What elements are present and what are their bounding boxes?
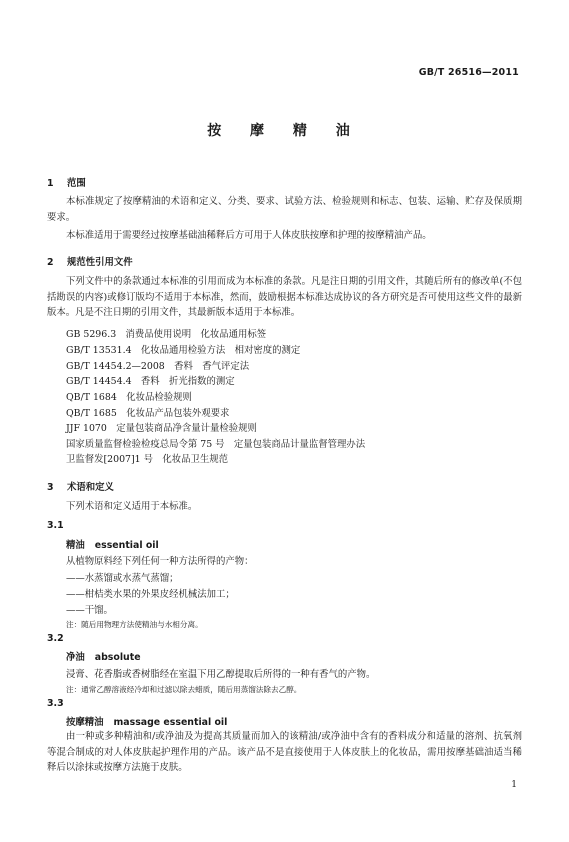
section-1-title: 范围 (67, 178, 86, 189)
reference-item: 国家质量监督检验检疫总局令第 75 号 定量包装商品计量监督管理办法 (66, 439, 366, 450)
term-3-2 (66, 649, 141, 663)
section-1-heading (47, 175, 86, 189)
reference-item: QB/T 1685 化妆品产品包装外观要求 (66, 408, 230, 419)
reference-item: GB/T 13531.4 化妆品通用检验方法 相对密度的测定 (66, 345, 301, 356)
term-3-2-zh: 净油 (66, 652, 85, 663)
term-3-1-definition: 从植物原料经下列任何一种方法所得的产物： (66, 556, 254, 567)
section-3-title: 术语和定义 (67, 482, 114, 493)
term-3-2-number: 3.2 (47, 633, 64, 644)
reference-item: QB/T 1684 化妆品检验规则 (66, 392, 192, 403)
term-3-1-number: 3.1 (47, 520, 64, 531)
term-3-2-en: absolute (94, 652, 141, 663)
section-1-number: 1 (47, 178, 54, 189)
reference-item: GB/T 14454.2—2008 香料 香气评定法 (66, 361, 250, 372)
standard-code: GB/T 26516—2011 (418, 67, 519, 78)
term-3-1-note: 注：随后用物理方法使精油与水相分离。 (66, 620, 203, 629)
term-3-3-number: 3.3 (47, 698, 64, 709)
reference-item: 卫监督发[2007]1 号 化妆品卫生规范 (66, 454, 228, 465)
term-3-2-note: 注：通常乙醇溶液经冷却和过滤以除去蜡质，随后用蒸馏法除去乙醇。 (66, 685, 302, 694)
section-2-title: 规范性引用文件 (67, 257, 133, 268)
section-2-number: 2 (47, 257, 54, 268)
term-3-3 (66, 714, 227, 728)
term-3-3-zh: 按摩精油 (66, 717, 104, 728)
term-3-3-en: massage essential oil (113, 717, 228, 728)
page-number: 1 (511, 780, 517, 790)
term-3-3-definition: 由一种或多种精油和/或净油及为提高其质量而加入的该精油/或净油中含有的香料成分和适量的溶剂、抗氧剂等混合制成的对人体皮肤起护理作用的产品。该产品不是直接使用于人体皮肤上的化妆品，需用按摩基础油适当稀释后以涂抹或按摩方法施于皮肤。 (47, 731, 522, 774)
section-1-paragraph-1: 本标准规定了按摩精油的术语和定义、分类、要求、试验方法、检验规则和标志、包装、运输、贮存及保质期要求。 (47, 196, 522, 223)
term-3-1 (66, 537, 159, 551)
section-3-intro: 下列术语和定义适用于本标准。 (66, 501, 198, 512)
section-3-number: 3 (47, 482, 54, 493)
reference-item: JJF 1070 定量包装商品净含量计量检验规则 (66, 423, 257, 434)
term-3-1-item: ——柑桔类水果的外果皮经机械法加工； (66, 589, 235, 600)
section-2-paragraph-1: 下列文件中的条款通过本标准的引用而成为本标准的条款。凡是注日期的引用文件，其随后所有的修改单(不包括勘误的内容)或修订版均不适用于本标准，然而，鼓励根据本标准达成协议的各方研究是否可使用这些文件的最新版本。凡是不注日期的引用文件，其最新版本适用于本标准。 (47, 276, 522, 319)
reference-item: GB/T 14454.4 香料 折光指数的测定 (66, 376, 235, 387)
section-1-paragraph-2: 本标准适用于需要经过按摩基础油稀释后方可用于人体皮肤按摩和护理的按摩精油产品。 (66, 230, 432, 241)
term-3-1-item: ——水蒸馏或水蒸气蒸馏； (66, 573, 179, 584)
section-3-heading (47, 479, 114, 493)
term-3-1-zh: 精油 (66, 540, 85, 551)
reference-item: GB 5296.3 消费品使用说明 化妆品通用标签 (66, 329, 267, 340)
document-title: 按 摩 精 油 (207, 123, 362, 139)
section-2-heading (47, 254, 133, 268)
term-3-1-item: ——干馏。 (66, 605, 113, 616)
term-3-2-definition: 浸膏、花香脂或香树脂经在室温下用乙醇提取后所得的一种有香气的产物。 (66, 669, 376, 680)
term-3-1-en: essential oil (94, 540, 159, 551)
